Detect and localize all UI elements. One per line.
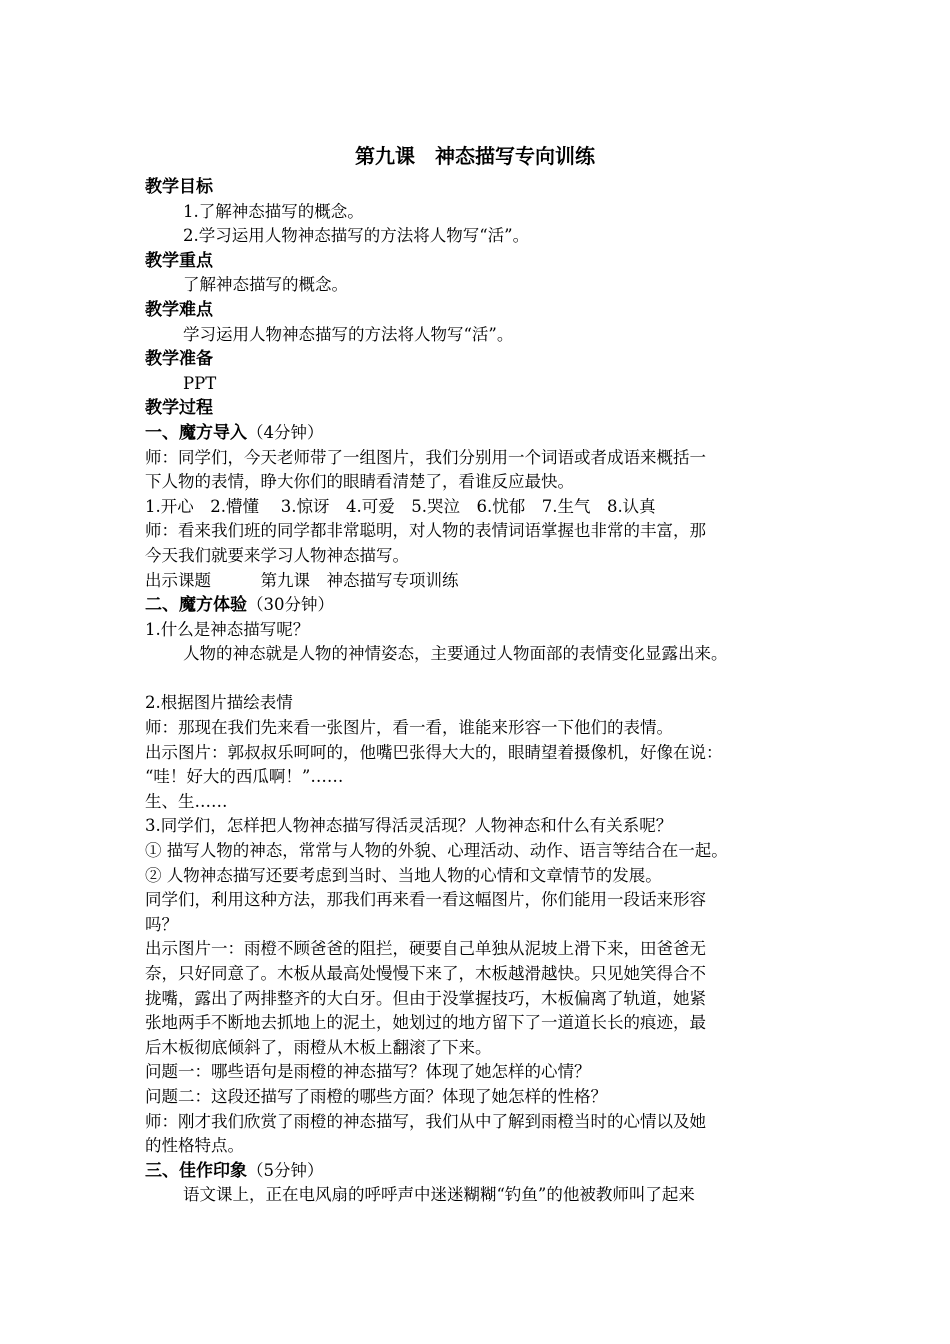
paragraph-line: 3.同学们，怎样把人物神态描写得活灵活现？人物神态和什么有关系呢？ xyxy=(145,816,673,836)
section-1-title: 一、魔方导入 xyxy=(145,422,247,443)
paragraph-line: 拢嘴，露出了两排整齐的大白牙。但由于没掌握技巧，木板偏离了轨道，她紧 xyxy=(145,988,706,1008)
process-heading: 教学过程 xyxy=(145,398,213,419)
paragraph-line: 奈，只好同意了。木板从最高处慢慢下来了，木板越滑越快。只见她笑得合不 xyxy=(145,964,706,983)
paragraph-line: 问题二：这段还描写了雨橙的哪些方面？体现了她怎样的性格？ xyxy=(145,1086,607,1106)
preparation-text: PPT xyxy=(183,373,217,393)
question-line: 1.什么是神态描写呢？ xyxy=(145,619,310,639)
paragraph-line: “哇！好大的西瓜啊！”…… xyxy=(145,767,344,787)
definition-line: 人物的神态就是人物的神情姿态，主要通过人物面部的表情变化显露出来。 xyxy=(183,644,728,664)
section-2-time: （30分钟） xyxy=(247,595,334,615)
paragraph-line: 的性格特点。 xyxy=(145,1136,244,1156)
paragraph-line: 今天我们就要来学习人物神态描写。 xyxy=(145,545,409,565)
paragraph-line: 问题一：哪些语句是雨橙的神态描写？体现了她怎样的心情？ xyxy=(145,1062,591,1082)
paragraph-line: 后木板彻底倾斜了，雨橙从木板上翻滚了下来。 xyxy=(145,1037,492,1057)
paragraph-line: 语文课上，正在电风扇的呼呼声中迷迷糊糊“钓鱼”的他被教师叫了起来 xyxy=(183,1185,695,1205)
paragraph-line: 同学们，利用这种方法，那我们再来看一看这幅图片，你们能用一段话来形容 xyxy=(145,890,706,910)
objective-item: 1.了解神态描写的概念。 xyxy=(183,201,364,221)
section-3-heading xyxy=(145,1159,825,1184)
paragraph-line: 出示课题 第九课 神态描写专项训练 xyxy=(145,570,459,590)
objectives-heading: 教学目标 xyxy=(145,177,213,197)
paragraph-line: 师：刚才我们欣赏了雨橙的神态描写，我们从中了解到雨橙当时的心情以及她 xyxy=(145,1111,706,1131)
blank-line xyxy=(145,667,825,692)
section-3-title: 三、佳作印象 xyxy=(145,1160,247,1181)
paragraph-line: 师：看来我们班的同学都非常聪明，对人物的表情词语掌握也非常的丰富，那 xyxy=(145,521,706,541)
section-2-heading xyxy=(145,593,825,618)
paragraph-line: 1.开心 2.懵懂 3.惊讶 4.可爱 5.哭泣 6.忧郁 7.生气 8.认真 xyxy=(145,496,656,516)
paragraph-line: 出示图片：郭叔叔乐呵呵的，他嘴巴张得大大的，眼睛望着摄像机，好像在说： xyxy=(145,742,723,762)
paragraph-line: 张地两手不断地去抓地上的泥土，她划过的地方留下了一道道长长的痕迹，最 xyxy=(145,1013,706,1033)
section-3-time: （5分钟） xyxy=(247,1160,324,1180)
paragraph-line: 生、生…… xyxy=(145,791,228,811)
preparation-heading: 教学准备 xyxy=(145,349,213,370)
section-2-title: 二、魔方体验 xyxy=(145,595,247,616)
paragraph-line: 2.根据图片描绘表情 xyxy=(145,693,293,713)
page-title: 第九课 神态描写专向训练 xyxy=(355,144,595,168)
key-point-text: 了解神态描写的概念。 xyxy=(183,275,348,295)
difficulty-heading: 教学难点 xyxy=(145,299,213,320)
paragraph-line: ① 描写人物的神态，常常与人物的外貌、心理活动、动作、语言等结合在一起。 xyxy=(145,841,728,861)
difficulty-text: 学习运用人物神态描写的方法将人物写“活”。 xyxy=(183,324,514,344)
paragraph-line: ② 人物神态描写还要考虑到当时、当地人物的心情和文章情节的发展。 xyxy=(145,865,662,885)
paragraph-line: 出示图片一：雨橙不顾爸爸的阻拦，硬要自己单独从泥坡上滑下来，田爸爸无 xyxy=(145,939,706,959)
paragraph-line: 师：同学们，今天老师带了一组图片，我们分别用一个词语或者成语来概括一 xyxy=(145,447,706,467)
section-1-heading xyxy=(145,421,825,446)
objective-item: 2.学习运用人物神态描写的方法将人物写“活”。 xyxy=(183,226,530,246)
document-body xyxy=(145,175,825,1208)
section-1-time: （4分钟） xyxy=(247,422,324,442)
paragraph-line: 师：那现在我们先来看一张图片，看一看，谁能来形容一下他们的表情。 xyxy=(145,718,673,738)
key-point-heading: 教学重点 xyxy=(145,250,213,271)
paragraph-line: 下人物的表情，睁大你们的眼睛看清楚了，看谁反应最快。 xyxy=(145,472,574,492)
paragraph-line: 吗？ xyxy=(145,914,178,934)
